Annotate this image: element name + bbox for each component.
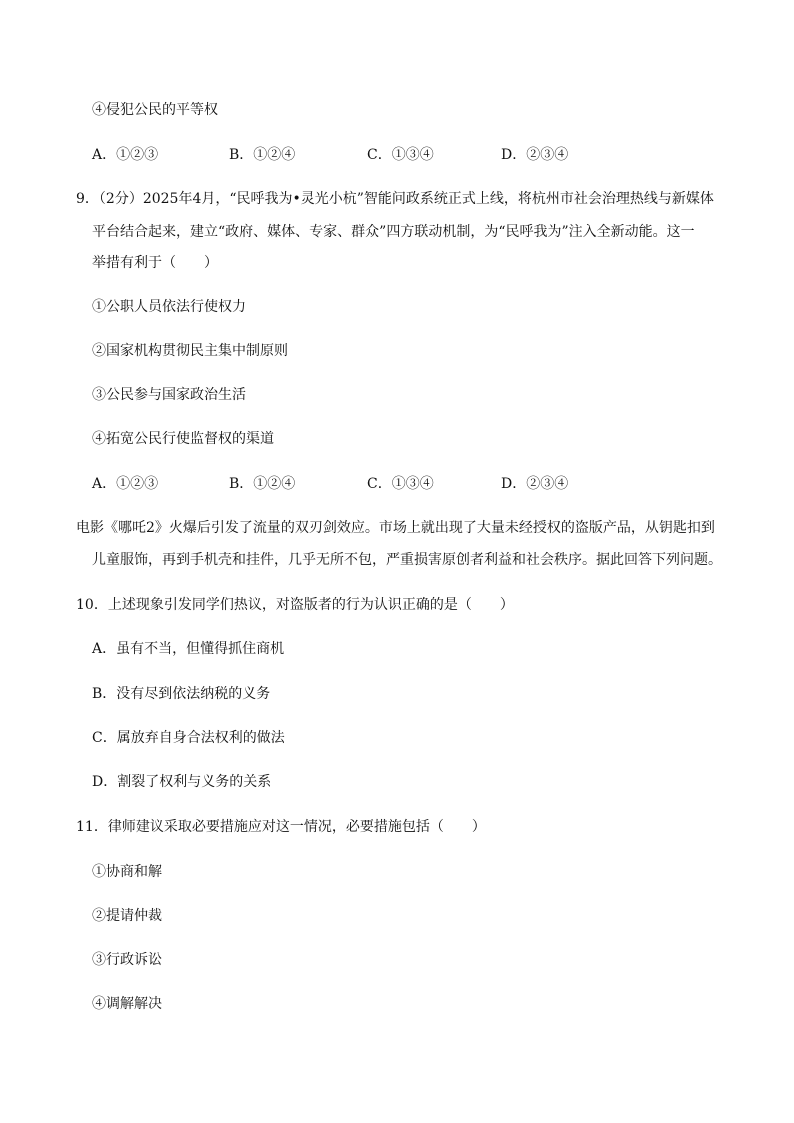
material-line-1: 电影《哪吒2》火爆后引发了流量的双刃剑效应。市场上就出现了大量未经授权的盗版产品，从钥匙扣到 xyxy=(76,520,715,536)
q8-option-d[interactable]: D．②③④ xyxy=(501,147,569,163)
material-line-2: 儿童服饰，再到手机壳和挂件，几乎无所不包，严重损害原创者利益和社会秩序。据此回答下列问题。 xyxy=(92,552,722,568)
q9-item-2: ②国家机构贯彻民主集中制原则 xyxy=(92,343,288,359)
q9-option-d[interactable]: D．②③④ xyxy=(501,476,569,492)
q9-item-3: ③公民参与国家政治生活 xyxy=(92,387,246,403)
q9-stem-line-3: 举措有利于（ ） xyxy=(92,255,218,271)
q10-stem: 10．上述现象引发同学们热议，对盗版者的行为认识正确的是（ ） xyxy=(76,597,514,613)
q9-option-b[interactable]: B．①②④ xyxy=(229,476,296,492)
q9-stem-line-1: 9．（2分）2025年4月，“民呼我为•灵光小杭”智能问政系统正式上线，将杭州市社会治理热线与新媒体 xyxy=(76,191,714,207)
q10-option-c[interactable]: C．属放弃自身合法权利的做法 xyxy=(92,730,285,746)
q10-option-a[interactable]: A．虽有不当，但懂得抓住商机 xyxy=(92,641,285,657)
q8-option-a[interactable]: A．①②③ xyxy=(92,147,159,163)
q10-option-d[interactable]: D．割裂了权利与义务的关系 xyxy=(92,774,272,790)
q9-option-a[interactable]: A．①②③ xyxy=(92,476,159,492)
q11-item-1: ①协商和解 xyxy=(92,864,162,880)
q8-item-4: ④侵犯公民的平等权 xyxy=(92,102,218,118)
q9-options xyxy=(0,474,794,494)
q8-options xyxy=(0,145,794,165)
q11-item-3: ③行政诉讼 xyxy=(92,952,162,968)
q8-option-c[interactable]: C．①③④ xyxy=(367,147,434,163)
q9-item-1: ①公职人员依法行使权力 xyxy=(92,299,246,315)
q9-option-c[interactable]: C．①③④ xyxy=(367,476,434,492)
q8-option-b[interactable]: B．①②④ xyxy=(229,147,296,163)
q11-stem: 11．律师建议采取必要措施应对这一情况，必要措施包括（ ） xyxy=(76,819,486,835)
q11-item-2: ②提请仲裁 xyxy=(92,908,162,924)
q9-stem-line-2: 平台结合起来，建立“政府、媒体、专家、群众”四方联动机制，为“民呼我为”注入全新动能。这一 xyxy=(92,224,695,240)
q9-item-4: ④拓宽公民行使监督权的渠道 xyxy=(92,431,274,447)
q11-item-4: ④调解解决 xyxy=(92,996,162,1012)
q10-option-b[interactable]: B．没有尽到依法纳税的义务 xyxy=(92,686,271,702)
